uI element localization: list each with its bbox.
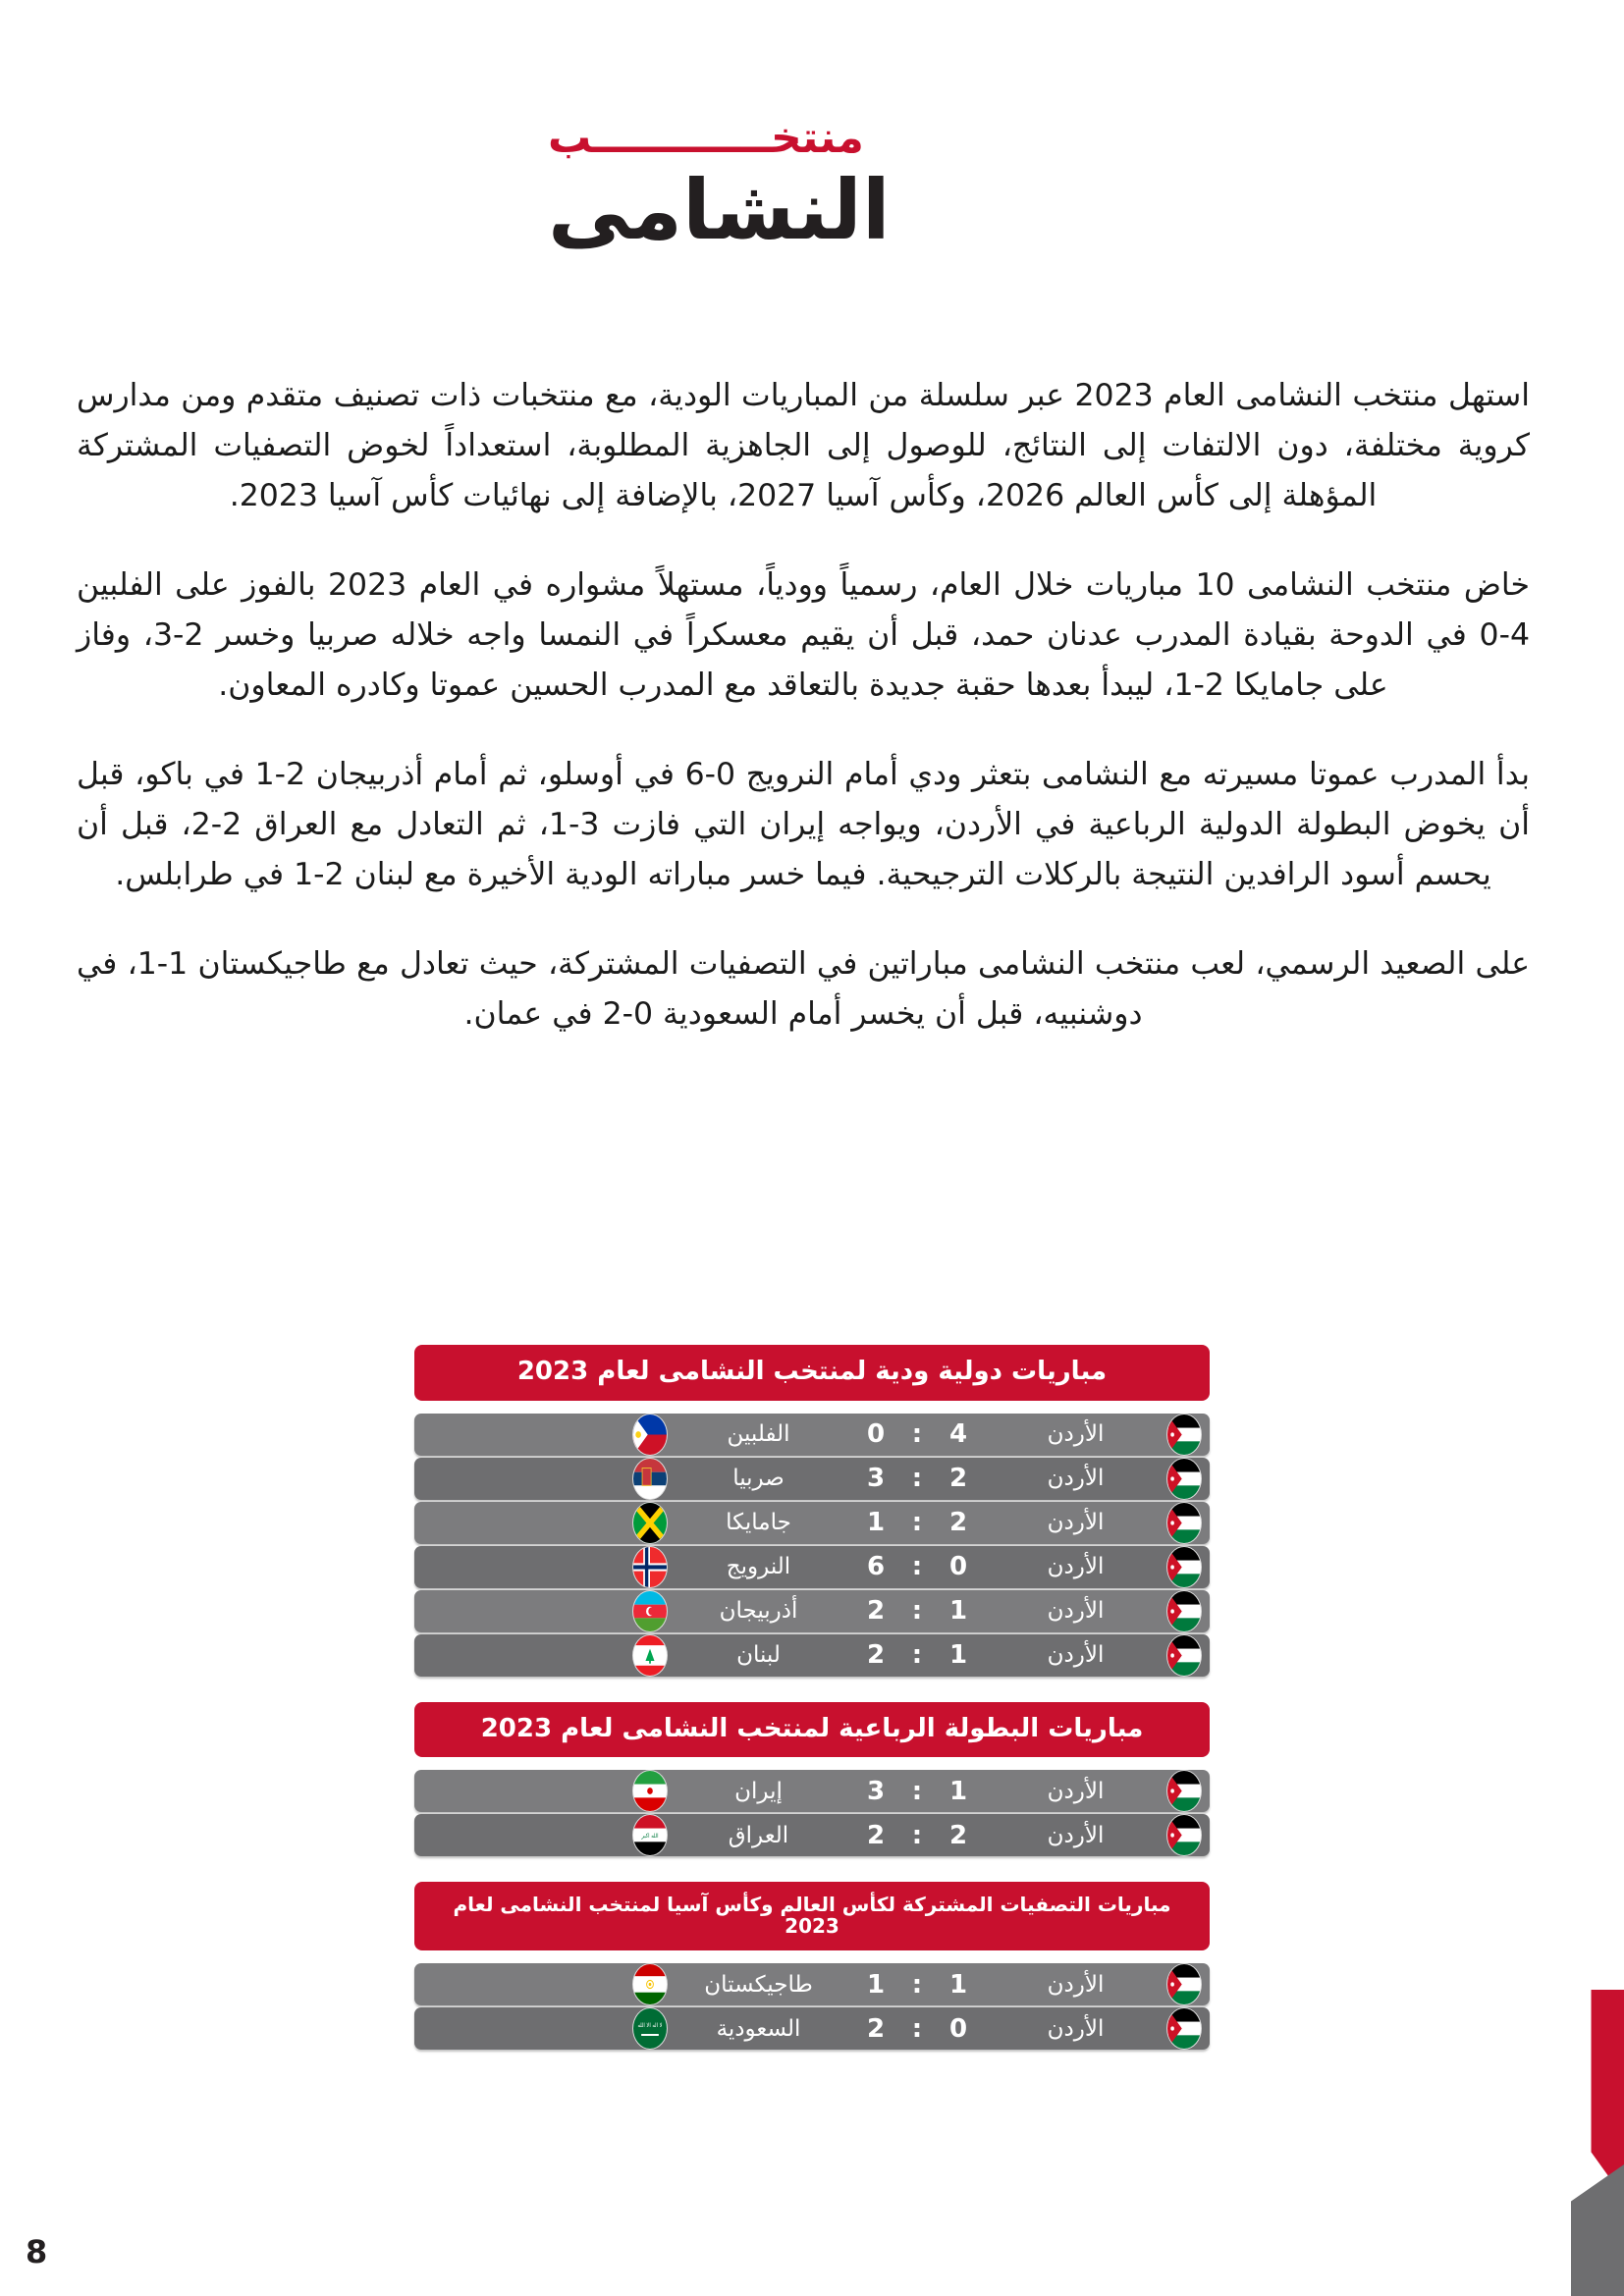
table-row[interactable]	[414, 1814, 1210, 1856]
saudi-arabia-flag	[632, 2007, 668, 2050]
away-team-name: أذربيجان	[719, 1598, 798, 1625]
iraq-flag	[632, 1814, 668, 1856]
home-score: 2	[948, 1508, 968, 1538]
away-score: 2	[866, 1596, 886, 1627]
jordan-flag	[1166, 1634, 1202, 1677]
home-team-name: الأردن	[1047, 1554, 1105, 1580]
away-team-name: لبنان	[736, 1642, 781, 1669]
match-table-header: مباريات التصفيات المشتركة لكأس العالم وكأس آسيا لمنتخب النشامى لعام 2023	[414, 1882, 1210, 1950]
away-team-name: صربيا	[732, 1466, 785, 1492]
away-score: 6	[866, 1552, 886, 1582]
score-separator: :	[911, 1776, 923, 1806]
svg-text:لا اله الا الله: لا اله الا الله	[637, 2022, 663, 2030]
match-table-rows	[414, 1963, 1210, 2050]
article-paragraph: على الصعيد الرسمي، لعب منتخب النشامى مباراتين في التصفيات المشتركة، حيث تعادل مع طاجيكستان 1-1، في دوشنبيه، قبل أن يخسر أمام السعودية 0-2 في عمان.	[77, 946, 1530, 1033]
svg-text:الله اكبر: الله اكبر	[641, 1834, 659, 1841]
away-team-name: طاجيكستان	[704, 1971, 813, 1998]
score-separator: :	[911, 2013, 923, 2044]
score-separator: :	[911, 1820, 923, 1850]
lebanon-flag	[632, 1634, 668, 1677]
match-table-header: مباريات البطولة الرباعية لمنتخب النشامى لعام 2023	[414, 1702, 1210, 1758]
score-separator: :	[911, 1508, 923, 1538]
home-score: 2	[948, 1464, 968, 1494]
away-score: 0	[866, 1419, 886, 1450]
table-row[interactable]	[414, 1770, 1210, 1812]
away-team-name: إيران	[734, 1778, 783, 1804]
match-table-rows	[414, 1414, 1210, 1677]
article-paragraph: استهل منتخب النشامى العام 2023 عبر سلسلة من المباريات الودية، مع منتخبات ذات تصنيف متقدم ومن مدارس كروية مختلفة، دون الالتفات إلى النتائج، للوصول إلى الجاهزية المطلوبة، استعداداً لخوض التصفيات المشتركة المؤهلة إلى كأس العالم 2026، وكأس آسيا 2027، بالإضافة إلى نهائيات كأس آسيا 2023.	[77, 378, 1530, 514]
jordan-flag	[1166, 1963, 1202, 2005]
azerbaijan-flag	[632, 1590, 668, 1632]
article-body	[77, 371, 1530, 1040]
match-table-header: مباريات دولية ودية لمنتخب النشامى لعام 2023	[414, 1345, 1210, 1401]
jordan-flag	[1166, 1546, 1202, 1588]
away-score: 3	[866, 1776, 886, 1806]
home-score: 1	[948, 1969, 968, 2000]
away-team-name: السعودية	[716, 2015, 801, 2042]
away-score: 2	[866, 2013, 886, 2044]
table-row[interactable]	[414, 1458, 1210, 1500]
article-paragraph: بدأ المدرب عموتا مسيرته مع النشامى بتعثر ودي أمام النرويج 0-6 في أوسلو، ثم أمام أذربيجان 2-1 في باكو، قبل أن يخوض البطولة الدولية الرباعية في الأردن، ويواجه إيران التي فازت 3-1، ثم التعادل مع العراق 2-2، قبل أن يحسم أسود الرافدين النتيجة بالركلات الترجيحية. فيما خسر مباراته الودية الأخيرة مع لبنان 2-1 في طرابلس.	[77, 757, 1531, 893]
table-row[interactable]	[414, 1414, 1210, 1456]
home-team-name: الأردن	[1047, 1822, 1105, 1848]
away-team-name: الفلبين	[727, 1421, 790, 1448]
jordan-flag	[1166, 1414, 1202, 1456]
away-team-name: العراق	[728, 1822, 789, 1848]
away-team-name: النرويج	[726, 1554, 791, 1580]
table-row[interactable]	[414, 2007, 1210, 2050]
score-separator: :	[911, 1552, 923, 1582]
table-row[interactable]	[414, 1963, 1210, 2005]
table-row[interactable]	[414, 1634, 1210, 1677]
page-number: 8	[26, 2233, 48, 2270]
philippines-flag	[632, 1414, 668, 1456]
jordan-flag	[1166, 1590, 1202, 1632]
away-score: 2	[866, 1820, 886, 1850]
score-separator: :	[911, 1464, 923, 1494]
score-separator: :	[911, 1419, 923, 1450]
home-score: 1	[948, 1640, 968, 1671]
away-team-name: جامايكا	[726, 1510, 791, 1536]
away-score: 2	[866, 1640, 886, 1671]
home-team-name: الأردن	[1047, 1421, 1105, 1448]
corner-decoration-gray	[1571, 2164, 1624, 2296]
match-table	[414, 1882, 1210, 2050]
away-score: 3	[866, 1464, 886, 1494]
tajikistan-flag	[632, 1963, 668, 2005]
home-team-name: الأردن	[1047, 1466, 1105, 1492]
jordan-flag	[1166, 1770, 1202, 1812]
home-team-name: الأردن	[1047, 1510, 1105, 1536]
home-score: 0	[948, 1552, 968, 1582]
jordan-flag	[1166, 1502, 1202, 1544]
match-tables	[0, 1345, 1624, 2050]
serbia-flag	[632, 1458, 668, 1500]
home-score: 2	[948, 1820, 968, 1850]
jamaica-flag	[632, 1502, 668, 1544]
home-score: 1	[948, 1776, 968, 1806]
table-row[interactable]	[414, 1590, 1210, 1632]
home-score: 0	[948, 2013, 968, 2044]
home-team-name: الأردن	[1047, 1642, 1105, 1669]
home-team-name: الأردن	[1047, 2015, 1105, 2042]
home-team-name: الأردن	[1047, 1598, 1105, 1625]
home-team-name: الأردن	[1047, 1778, 1105, 1804]
home-score: 4	[948, 1419, 968, 1450]
score-separator: :	[911, 1596, 923, 1627]
score-separator: :	[911, 1969, 923, 2000]
match-table-rows	[414, 1770, 1210, 1856]
jordan-flag	[1166, 1458, 1202, 1500]
jordan-flag	[1166, 1814, 1202, 1856]
page-title	[548, 113, 1530, 259]
iran-flag	[632, 1770, 668, 1812]
article-paragraph: خاض منتخب النشامى 10 مباريات خلال العام، رسمياً وودياً، مستهلاً مشواره في العام 2023 بالفوز على الفلبين 4-0 في الدوحة بقيادة المدرب عدنان حمد، قبل أن يقيم معسكراً في النمسا واجه خلاله صربيا وخسر 2-3، وفاز على جامايكا 2-1، ليبدأ بعدها حقبة جديدة بالتعاقد مع المدرب الحسين عموتا وكادره المعاون.	[77, 567, 1530, 704]
away-score: 1	[866, 1969, 886, 2000]
home-score: 1	[948, 1596, 968, 1627]
page-title-main: النشامى	[548, 162, 891, 259]
home-team-name: الأردن	[1047, 1971, 1105, 1998]
away-score: 1	[866, 1508, 886, 1538]
table-row[interactable]	[414, 1502, 1210, 1544]
match-table	[414, 1345, 1210, 1677]
jordan-flag	[1166, 2007, 1202, 2050]
match-table	[414, 1702, 1210, 1857]
norway-flag	[632, 1546, 668, 1588]
page-title-kicker: منتخــــــــــــب	[548, 113, 864, 163]
score-separator: :	[911, 1640, 923, 1671]
table-row[interactable]	[414, 1546, 1210, 1588]
